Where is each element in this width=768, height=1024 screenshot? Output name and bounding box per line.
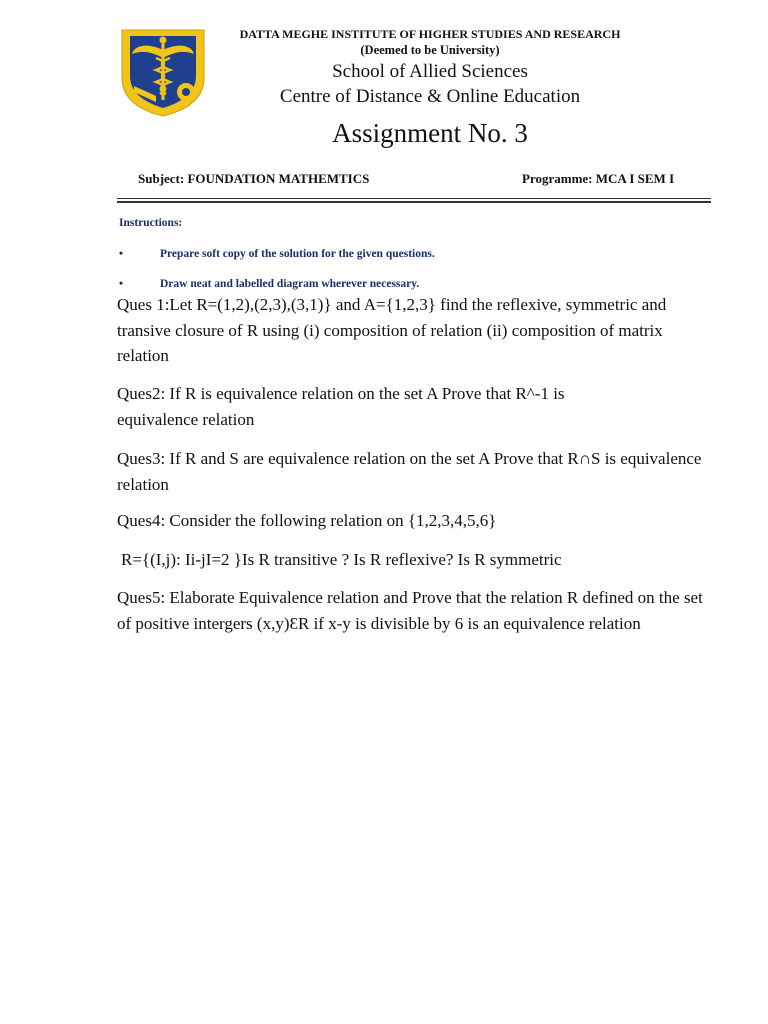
question-1: Ques 1:Let R=(1,2),(2,3),(3,1)} and A={1,2,3} find the reflexive, symmetric and transive closure of R using (i) composition of relation (ii) composition of matrix relation	[117, 295, 667, 365]
instructions-heading: Instructions:	[119, 217, 183, 229]
university-status: (Deemed to be University)	[360, 43, 500, 57]
institute-name: DATTA MEGHE INSTITUTE OF HIGHER STUDIES AND RESEARCH	[239, 27, 621, 41]
school-name: School of Allied Sciences	[332, 61, 528, 82]
centre-name: Centre of Distance & Online Education	[279, 86, 581, 107]
question-5: Ques5: Elaborate Equivalence relation and Prove that the relation R defined on the set of positive intergers (x,y)ƐR if x-y is divisible by 6 is an equivalence relation	[117, 588, 703, 633]
question-4-relation: R={(I,j): Ii-jI=2 }Is R transitive ? Is R reflexive? Is R symmetric	[121, 550, 562, 569]
question-3: Ques3: If R and S are equivalence relation on the set A Prove that R∩S is equivalence relation	[117, 449, 702, 494]
question-2: Ques2: If R is equivalence relation on the set A Prove that R^-1 is equivalence relation	[117, 384, 565, 429]
instruction-item: Draw neat and labelled diagram wherever necessary.	[160, 278, 420, 290]
bullet-icon: •	[119, 278, 124, 290]
page-title: Assignment No. 3	[332, 118, 528, 148]
instruction-item: Prepare soft copy of the solution for the given questions.	[160, 248, 435, 260]
programme-label: Programme: MCA I SEM I	[522, 171, 675, 186]
subject-label: Subject: FOUNDATION MATHEMTICS	[138, 171, 370, 186]
header-divider-thick	[117, 201, 711, 203]
header-divider	[117, 198, 711, 199]
bullet-icon: •	[119, 248, 124, 260]
question-4: Ques4: Consider the following relation on {1,2,3,4,5,6}	[117, 511, 497, 530]
